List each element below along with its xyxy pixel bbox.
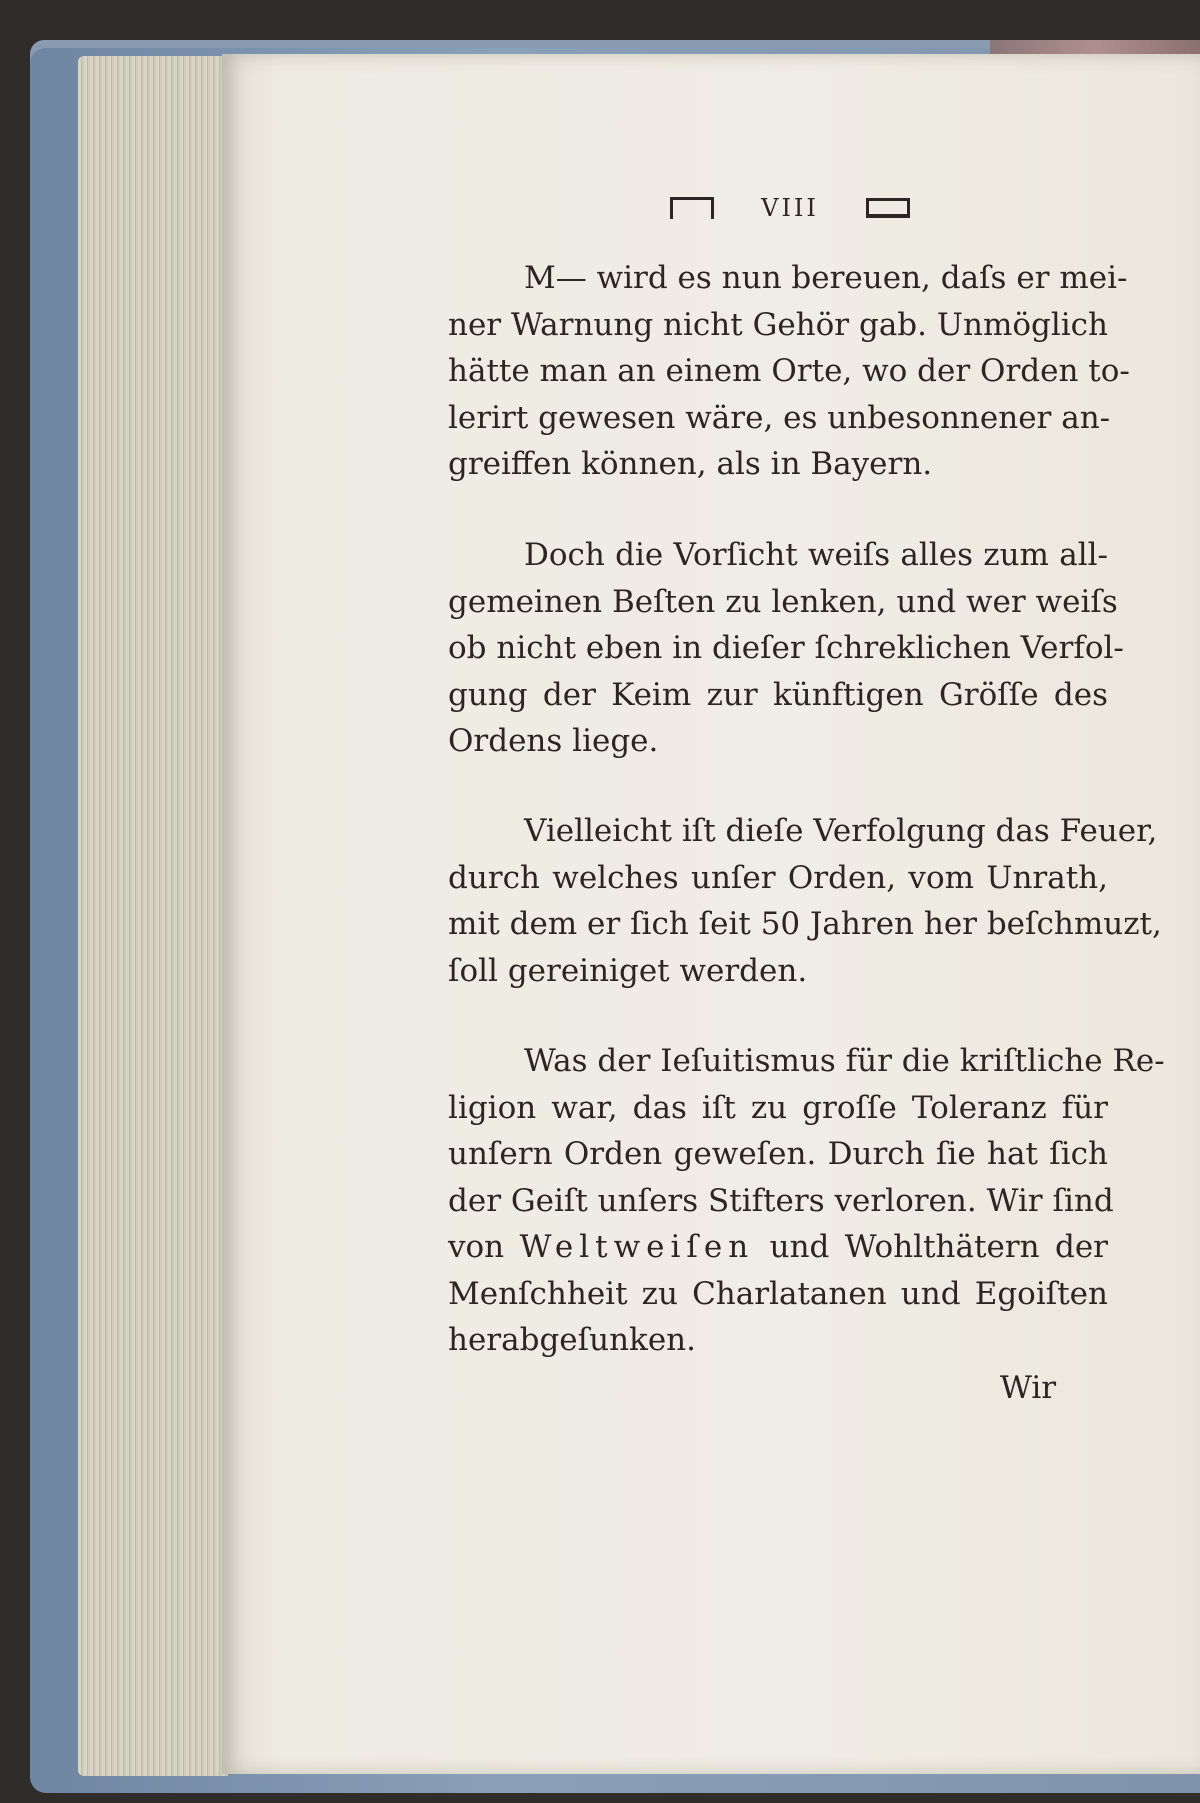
- text-line: hätte man an einem Orte, wo der Orden to-: [448, 353, 1130, 389]
- text-line: gemeinen Beſten zu lenken, und wer weiſs: [448, 583, 1118, 620]
- text-fragment-emphasis: Weltweiſen: [519, 1229, 755, 1265]
- text-line: Vielleicht iſt dieſe Verfolgung das Feuer,: [524, 813, 1158, 849]
- text-line: Menſchheit zu Charlatanen und Egoiſten: [448, 1275, 1108, 1312]
- paragraph-2: [448, 532, 1124, 765]
- page-number: VIII: [761, 194, 819, 222]
- text-fragment: von: [448, 1229, 505, 1265]
- text-fragment: und Wohlthätern der: [769, 1229, 1108, 1265]
- text-line: ſoll gereiniget werden.: [448, 952, 808, 989]
- text-line: Was der Ieſuitismus für die kriſtliche Re-: [524, 1043, 1165, 1079]
- catchword: Wir: [1000, 1370, 1057, 1406]
- text-line: M— wird es nun bereuen, daſs er mei-: [524, 260, 1128, 296]
- text-line: lerirt gewesen wäre, es unbesonnener an-: [448, 399, 1111, 436]
- page-header: [670, 192, 910, 224]
- text-line: ligion war, das iſt zu groſſe Toleranz für: [448, 1089, 1108, 1126]
- header-ornament-left: [670, 197, 714, 219]
- text-line: Ordens liege.: [448, 723, 659, 759]
- text-line: ner Warnung nicht Gehör gab. Unmöglich: [448, 306, 1109, 343]
- paragraph-1: [448, 255, 1130, 488]
- text-line: mit dem er ſich ſeit 50 Jahren her beſchmuzt,: [448, 906, 1162, 942]
- text-line: greiffen können, als in Bayern.: [448, 446, 933, 482]
- page-edges: [78, 56, 228, 1776]
- text-line: der Geiſt unſers Stifters verloren. Wir ſind: [448, 1182, 1114, 1219]
- header-ornament-right: [866, 198, 910, 218]
- text-line: herabgeſunken.: [448, 1322, 696, 1358]
- text-line: ob nicht eben in dieſer ſchreklichen Verfol-: [448, 630, 1124, 666]
- text-line: gung der Keim zur künftigen Gröſſe des: [448, 676, 1108, 713]
- paragraph-3: [448, 808, 1162, 994]
- text-line: durch welches unſer Orden, vom Unrath,: [448, 859, 1108, 896]
- text-line: unſern Orden geweſen. Durch ſie hat ſich: [448, 1136, 1108, 1172]
- text-line-spaced: [448, 1224, 1108, 1271]
- paragraph-4: [448, 1038, 1165, 1364]
- text-line: Doch die Vorſicht weiſs alles zum all-: [524, 537, 1108, 573]
